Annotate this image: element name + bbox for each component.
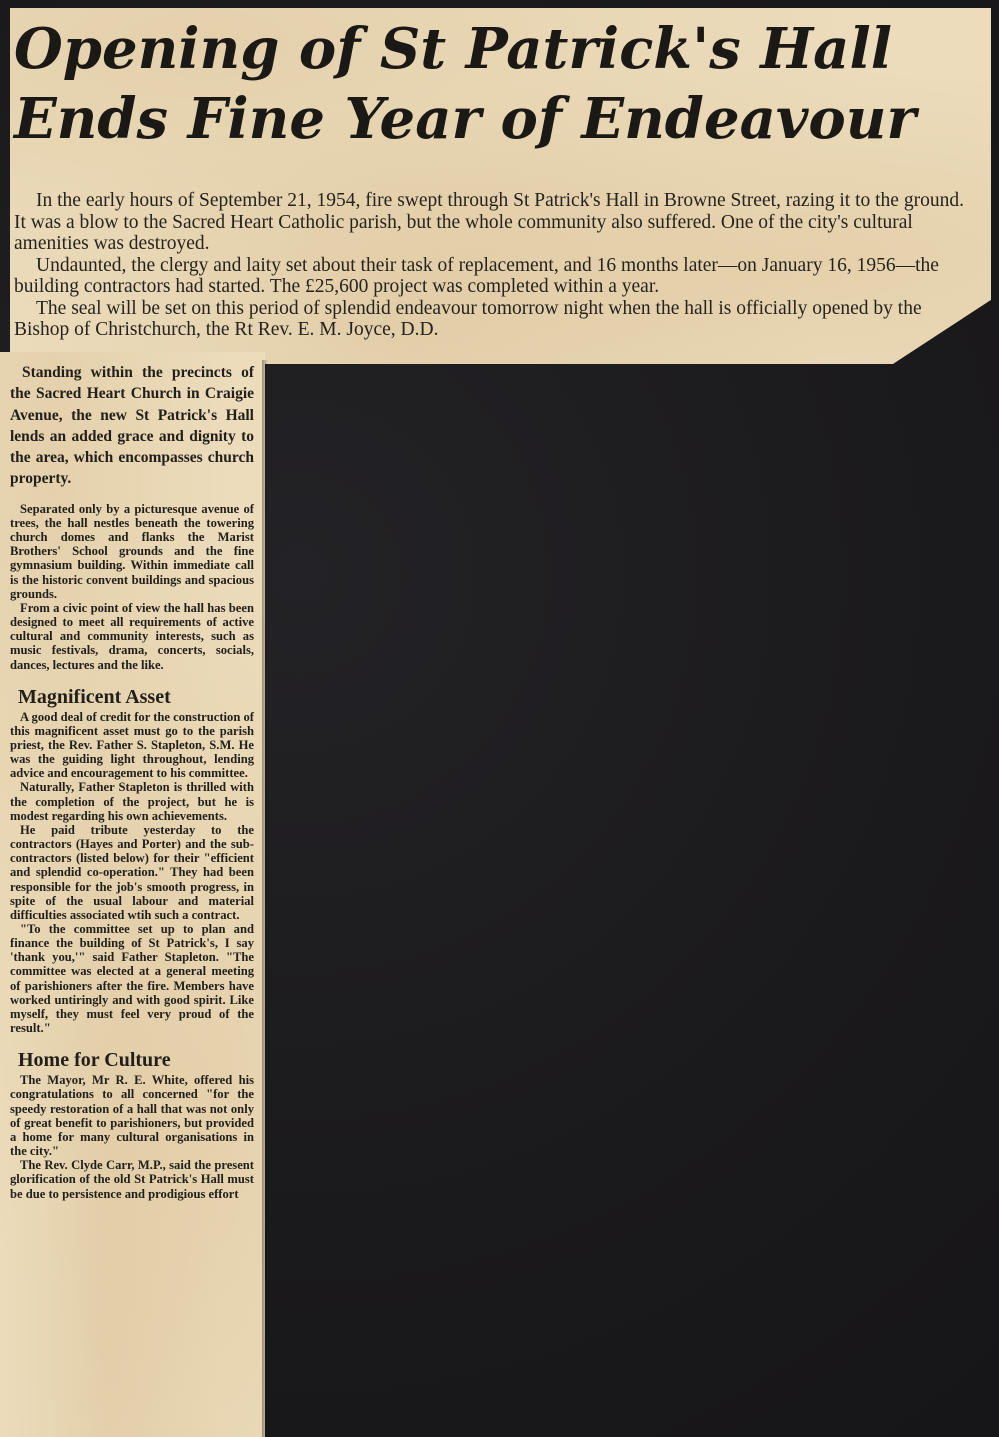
body-paragraph: "To the committee set up to plan and finance the building of St Patrick's, I say 'thank you,'" said Father Stapleton. "The committee was elected at a general meeting of parishioners after the fire. Members have worked untiringly and with good spirit. Like myself, they must feel very proud of the result." xyxy=(10,922,254,1036)
intro-text xyxy=(14,190,980,341)
body-paragraph: From a civic point of view the hall has been designed to meet all requirements of active cultural and community interests, such as music festivals, drama, concerts, socials, dances, lectures and the like. xyxy=(10,600,254,672)
body-paragraph: He paid tribute yesterday to the contractors (Hayes and Porter) and the sub-contractors (listed below) for their "efficient and splendid co-operation." They had been responsible for the job's smooth progress, in spite of the usual labour and material difficulties associated wtih such a contract. xyxy=(10,822,254,922)
lead-paragraph: Standing within the precincts of the Sacred Heart Church in Craigie Avenue, the new St Patrick's Hall lends an added grace and dignity to the area, which encompasses church property. xyxy=(10,364,254,488)
headline-line-1: Opening of St Patrick's Hall xyxy=(14,16,893,82)
subheading-home-for-culture: Home for Culture xyxy=(18,1049,171,1072)
intro-paragraph: In the early hours of September 21, 1954, fire swept through St Patrick's Hall in Browne Street, razing it to the ground. It was a blow to the Sacred Heart Catholic parish, but the whole community also suffered. One of the city's cultural amenities was destroyed. xyxy=(14,190,964,254)
headline xyxy=(14,14,976,154)
subheading-magnificent-asset: Magnificent Asset xyxy=(18,685,171,708)
body-paragraph: Separated only by a picturesque avenue of trees, the hall nestles beneath the towering church domes and flanks the Marist Brothers' School grounds and the fine gymnasium building. Within immediate call is the historic convent buildings and spacious grounds. xyxy=(10,501,254,601)
article-column xyxy=(10,362,254,1201)
intro-paragraph: The seal will be set on this period of splendid endeavour tomorrow night when the hall is officially opened by the Bishop of Christchurch, the Rt Rev. E. M. Joyce, D.D. xyxy=(14,297,922,340)
body-paragraph: The Mayor, Mr R. E. White, offered his congratulations to all concerned "for the speedy restoration of a hall that was not only of great benefit to parishioners, but provided a home for many cultural organisations in the city." xyxy=(10,1073,254,1159)
body-paragraph: Naturally, Father Stapleton is thrilled with the completion of the project, but he is modest regarding his own achievements. xyxy=(10,780,254,823)
body-paragraph: A good deal of credit for the construction of this magnificent asset must go to the parish priest, the Rev. Father S. Stapleton, S.M. He was the guiding light throughout, lending advice and encouragement to his committee. xyxy=(10,709,254,781)
headline-line-2: Ends Fine Year of Endeavour xyxy=(14,86,916,152)
clipping-edge-shadow xyxy=(262,360,268,1437)
body-paragraph: The Rev. Clyde Carr, M.P., said the present glorification of the old St Patrick's Hall must be due to persistence and prodigious effort xyxy=(10,1158,254,1201)
intro-paragraph: Undaunted, the clergy and laity set about their task of replacement, and 16 months later—on January 16, 1956—the building contractors had started. The £25,600 project was completed within a year. xyxy=(14,254,939,297)
